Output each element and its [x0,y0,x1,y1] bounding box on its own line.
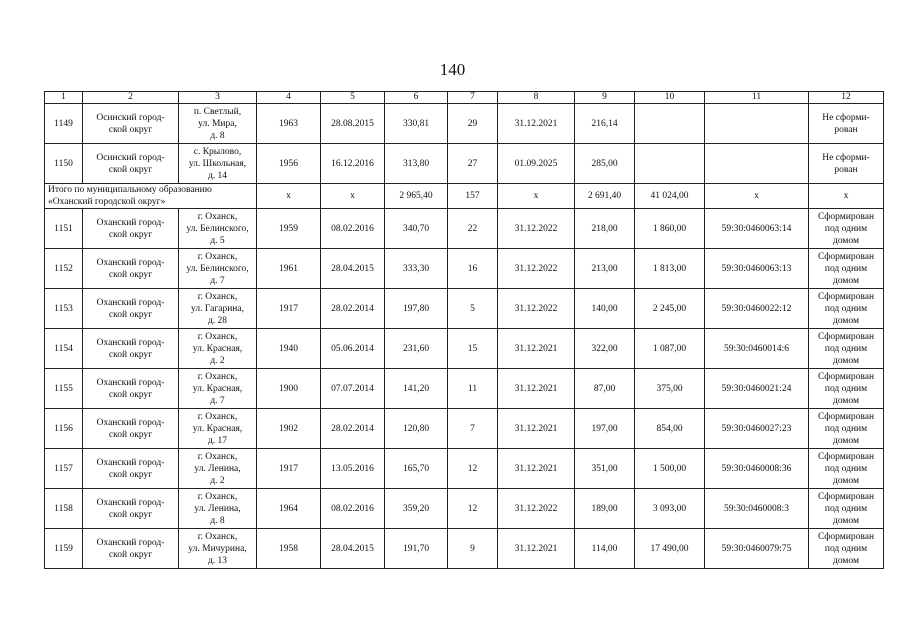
column-number-11: 11 [705,92,809,104]
cell-col-1: 1155 [45,369,83,409]
cell-col-4: 1964 [257,489,321,529]
cell-line: ской округ [108,269,153,280]
cell-col-8: 31.12.2021 [498,529,575,569]
cell-line: Осинский город- [96,152,165,163]
cell-line: Сформирован [817,411,875,422]
cell-line: Итого по муниципальному образованию [48,185,212,195]
cell-col-7: 5 [448,289,498,329]
cell-col-12 [809,529,884,569]
cell-col-3 [179,369,257,409]
cell-col-12 [809,329,884,369]
cell-col-11: 59:30:0460079:75 [705,529,809,569]
cell-line: домом [833,515,859,526]
cell-col-3 [179,329,257,369]
cell-line: г. Оханск, [197,491,238,502]
cell-line: с. Крылово, [193,146,242,157]
cell-line: ул. Красная, [192,343,243,354]
cell-col-10: 854,00 [635,409,705,449]
cell-col-2 [83,249,179,289]
cell-line: ул. Гагарина, [191,303,244,314]
cell-line: под одним [824,463,868,474]
column-number-7: 7 [448,92,498,104]
table-row [45,409,884,449]
cell-line: д. 13 [207,555,228,566]
table-row [45,529,884,569]
cell-line: Сформирован [817,491,875,502]
column-number-row [45,92,884,104]
cell-line: под одним [824,503,868,514]
cell-col-11 [705,144,809,184]
cell-col-5: 07.07.2014 [321,369,385,409]
cell-line: д. 2 [210,355,225,366]
column-number-8: 8 [498,92,575,104]
cell-col-11: 59:30:0460027:23 [705,409,809,449]
cell-col-12 [809,104,884,144]
cell-line: Сформирован [817,451,875,462]
cell-line: Оханский город- [96,217,165,228]
cell-line: Оханский город- [96,337,165,348]
table-row [45,369,884,409]
cell-line: Сформирован [817,371,875,382]
cell-col-12 [809,449,884,489]
cell-line: ской округ [108,389,153,400]
cell-col-11 [705,104,809,144]
cell-col-3 [179,449,257,489]
cell-col-9: 351,00 [575,449,635,489]
cell-line: Оханский город- [96,297,165,308]
cell-line: Оханский город- [96,257,165,268]
cell-col-9: 114,00 [575,529,635,569]
cell-line: ул. Мира, [198,118,237,129]
cell-col-9: 216,14 [575,104,635,144]
cell-col-7: 16 [448,249,498,289]
cell-col-4: 1959 [257,209,321,249]
cell-col-2 [83,329,179,369]
cell-col-2 [83,104,179,144]
cell-col-11: 59:30:0460014:6 [705,329,809,369]
cell-line: под одним [824,423,868,434]
cell-col-8: 01.09.2025 [498,144,575,184]
cell-col-4: 1956 [257,144,321,184]
cell-line: домом [833,235,859,246]
cell-col-12 [809,489,884,529]
cell-col-11: 59:30:0460008:3 [705,489,809,529]
cell-col-1: 1152 [45,249,83,289]
total-col-9: 2 691,40 [575,184,635,209]
cell-col-10: 1 500,00 [635,449,705,489]
cell-col-6: 359,20 [385,489,448,529]
cell-col-3 [179,489,257,529]
cell-col-8: 31.12.2022 [498,209,575,249]
cell-col-10: 17 490,00 [635,529,705,569]
cell-line: рован [834,124,858,135]
cell-line: ул. Белинского, [186,223,249,234]
cell-col-3 [179,409,257,449]
column-number-12: 12 [809,92,884,104]
cell-col-1: 1149 [45,104,83,144]
cell-line: ул. Красная, [192,423,243,434]
cell-line: Осинский город- [96,112,165,123]
column-number-6: 6 [385,92,448,104]
cell-col-2 [83,529,179,569]
cell-col-4: 1917 [257,289,321,329]
cell-col-5: 05.06.2014 [321,329,385,369]
cell-line: домом [833,475,859,486]
cell-line: д. 5 [210,235,225,246]
cell-line: г. Оханск, [197,451,238,462]
cell-col-12 [809,209,884,249]
cell-line: Оханский город- [96,417,165,428]
cell-col-12 [809,289,884,329]
cell-col-5: 28.02.2014 [321,289,385,329]
cell-line: ул. Белинского, [186,263,249,274]
cell-line: Не сформи- [822,152,870,163]
cell-line: ул. Ленина, [194,503,241,514]
table-row [45,329,884,369]
cell-line: ской округ [108,309,153,320]
cell-line: Сформирован [817,291,875,302]
total-col-4: х [257,184,321,209]
cell-line: г. Оханск, [197,531,238,542]
cell-line: ской округ [108,549,153,560]
cell-col-7: 15 [448,329,498,369]
cell-col-4: 1961 [257,249,321,289]
cell-col-1: 1154 [45,329,83,369]
cell-col-8: 31.12.2021 [498,449,575,489]
total-col-8: х [498,184,575,209]
column-number-4: 4 [257,92,321,104]
total-col-10: 41 024,00 [635,184,705,209]
cell-line: д. 8 [210,130,225,141]
cell-col-6: 333,30 [385,249,448,289]
cell-line: под одним [824,543,868,554]
cell-col-4: 1940 [257,329,321,369]
cell-col-8: 31.12.2022 [498,489,575,529]
cell-col-2 [83,489,179,529]
cell-col-3 [179,209,257,249]
cell-col-7: 9 [448,529,498,569]
total-col-5: х [321,184,385,209]
cell-line: домом [833,275,859,286]
cell-col-12 [809,409,884,449]
cell-col-9: 285,00 [575,144,635,184]
cell-col-11: 59:30:0460063:14 [705,209,809,249]
cell-col-10: 1 860,00 [635,209,705,249]
cell-line: Сформирован [817,211,875,222]
cell-col-9: 189,00 [575,489,635,529]
cell-col-7: 22 [448,209,498,249]
table-row [45,144,884,184]
cell-col-10: 2 245,00 [635,289,705,329]
cell-col-7: 7 [448,409,498,449]
cell-line: п. Светлый, [193,106,242,117]
cell-line: ул. Красная, [192,383,243,394]
cell-line: ской округ [108,429,153,440]
cell-col-1: 1157 [45,449,83,489]
column-number-1: 1 [45,92,83,104]
cell-col-8: 31.12.2022 [498,289,575,329]
cell-col-6: 330,81 [385,104,448,144]
total-col-7: 157 [448,184,498,209]
cell-line: д. 7 [210,395,225,406]
cell-line: Сформирован [817,531,875,542]
column-number-2: 2 [83,92,179,104]
cell-line: Сформирован [817,251,875,262]
cell-col-4: 1963 [257,104,321,144]
cell-col-5: 13.05.2016 [321,449,385,489]
cell-col-10: 375,00 [635,369,705,409]
cell-col-8: 31.12.2021 [498,409,575,449]
cell-col-9: 197,00 [575,409,635,449]
cell-col-3 [179,289,257,329]
cell-col-11: 59:30:0460008:36 [705,449,809,489]
cell-col-4: 1958 [257,529,321,569]
cell-col-1: 1153 [45,289,83,329]
column-number-3: 3 [179,92,257,104]
cell-col-11: 59:30:0460022:12 [705,289,809,329]
cell-col-8: 31.12.2021 [498,369,575,409]
column-number-10: 10 [635,92,705,104]
cell-col-10: 1 813,00 [635,249,705,289]
cell-line: домом [833,395,859,406]
column-number-5: 5 [321,92,385,104]
cell-line: г. Оханск, [197,371,238,382]
cell-col-10: 3 093,00 [635,489,705,529]
cell-col-3 [179,249,257,289]
cell-col-9: 218,00 [575,209,635,249]
total-label [45,184,257,209]
cell-line: домом [833,435,859,446]
cell-col-9: 140,00 [575,289,635,329]
cell-col-10: 1 087,00 [635,329,705,369]
cell-col-5: 28.04.2015 [321,249,385,289]
cell-col-1: 1150 [45,144,83,184]
cell-col-6: 340,70 [385,209,448,249]
cell-col-5: 16.12.2016 [321,144,385,184]
housing-register-table [44,91,884,569]
cell-line: Оханский город- [96,497,165,508]
cell-line: рован [834,164,858,175]
cell-col-7: 11 [448,369,498,409]
total-col-6: 2 965,40 [385,184,448,209]
column-number-9: 9 [575,92,635,104]
cell-col-3 [179,529,257,569]
cell-line: д. 14 [207,170,228,181]
cell-line: под одним [824,343,868,354]
table-row [45,289,884,329]
cell-line: д. 2 [210,475,225,486]
cell-col-2 [83,369,179,409]
cell-line: ской округ [108,229,153,240]
cell-col-11: 59:30:0460021:24 [705,369,809,409]
cell-col-1: 1151 [45,209,83,249]
cell-line: г. Оханск, [197,331,238,342]
cell-col-6: 120,80 [385,409,448,449]
total-col-11: х [705,184,809,209]
cell-line: домом [833,315,859,326]
cell-col-5: 28.04.2015 [321,529,385,569]
table-row [45,104,884,144]
cell-col-9: 322,00 [575,329,635,369]
cell-line: домом [833,355,859,366]
cell-line: ской округ [108,124,153,135]
cell-col-11: 59:30:0460063:13 [705,249,809,289]
table-row [45,209,884,249]
cell-col-7: 27 [448,144,498,184]
total-row [45,184,884,209]
cell-line: под одним [824,303,868,314]
cell-col-2 [83,289,179,329]
cell-line: «Оханский городской округ» [48,197,166,207]
cell-col-8: 31.12.2022 [498,249,575,289]
total-col-12: х [809,184,884,209]
cell-line: Оханский город- [96,377,165,388]
cell-line: г. Оханск, [197,411,238,422]
cell-col-12 [809,369,884,409]
cell-line: г. Оханск, [197,291,238,302]
cell-col-4: 1902 [257,409,321,449]
cell-col-9: 87,00 [575,369,635,409]
cell-line: под одним [824,383,868,394]
cell-col-7: 29 [448,104,498,144]
cell-col-10 [635,104,705,144]
cell-line: д. 17 [207,435,228,446]
cell-col-5: 28.08.2015 [321,104,385,144]
table-row [45,249,884,289]
cell-col-6: 191,70 [385,529,448,569]
cell-col-5: 08.02.2016 [321,209,385,249]
cell-line: ул. Ленина, [194,463,241,474]
cell-col-12 [809,249,884,289]
cell-col-2 [83,209,179,249]
cell-line: ул. Мичурина, [188,543,247,554]
cell-col-10 [635,144,705,184]
cell-col-2 [83,409,179,449]
cell-col-2 [83,144,179,184]
cell-line: Оханский город- [96,537,165,548]
cell-col-6: 165,70 [385,449,448,489]
cell-line: ской округ [108,509,153,520]
cell-col-7: 12 [448,489,498,529]
cell-col-4: 1917 [257,449,321,489]
cell-col-5: 28.02.2014 [321,409,385,449]
cell-line: домом [833,555,859,566]
cell-line: под одним [824,263,868,274]
cell-col-3 [179,104,257,144]
cell-line: Сформирован [817,331,875,342]
table-row [45,489,884,529]
cell-line: д. 8 [210,515,225,526]
cell-line: г. Оханск, [197,251,238,262]
cell-col-5: 08.02.2016 [321,489,385,529]
cell-line: ул. Школьная, [188,158,247,169]
cell-line: Не сформи- [822,112,870,123]
cell-col-8: 31.12.2021 [498,329,575,369]
cell-col-6: 313,80 [385,144,448,184]
cell-col-7: 12 [448,449,498,489]
cell-line: ской округ [108,349,153,360]
cell-col-9: 213,00 [575,249,635,289]
cell-col-6: 141,20 [385,369,448,409]
cell-line: д. 7 [210,275,225,286]
cell-col-6: 197,80 [385,289,448,329]
cell-col-12 [809,144,884,184]
cell-col-1: 1159 [45,529,83,569]
cell-line: д. 28 [207,315,228,326]
cell-col-3 [179,144,257,184]
page-number: 140 [439,60,466,79]
cell-col-2 [83,449,179,489]
cell-line: ской округ [108,469,153,480]
cell-col-1: 1156 [45,409,83,449]
cell-line: под одним [824,223,868,234]
cell-col-1: 1158 [45,489,83,529]
cell-col-6: 231,60 [385,329,448,369]
cell-line: ской округ [108,164,153,175]
cell-line: г. Оханск, [197,211,238,222]
cell-col-4: 1900 [257,369,321,409]
cell-col-8: 31.12.2021 [498,104,575,144]
cell-line: Оханский город- [96,457,165,468]
table-row [45,449,884,489]
